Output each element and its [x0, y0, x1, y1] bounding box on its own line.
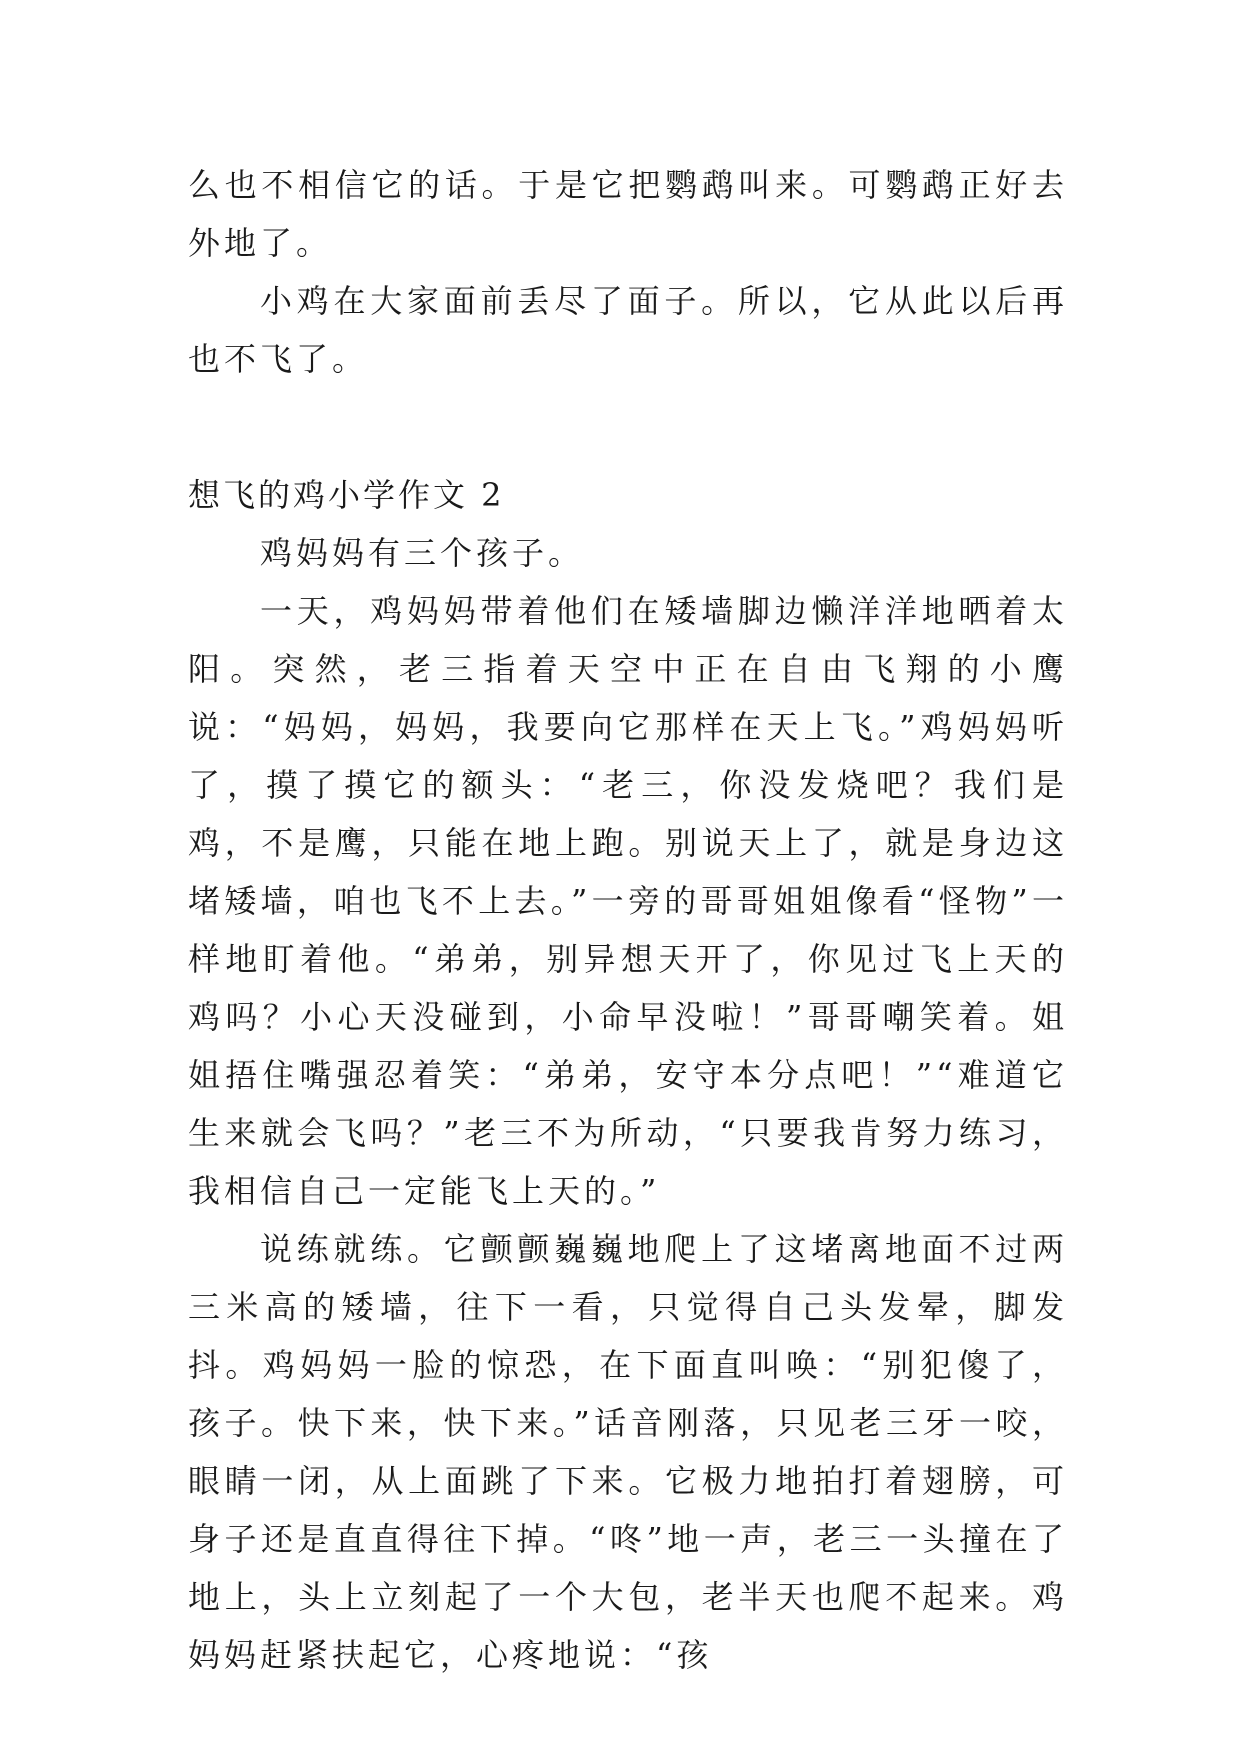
paragraph: 么也不相信它的话。于是它把鹦鹉叫来。可鹦鹉正好去外地了。	[188, 166, 1068, 262]
document-body	[188, 156, 1068, 1684]
paragraph: 说练就练。它颤颤巍巍地爬上了这堵离地面不过两三米高的矮墙，往下一看，只觉得自己头发晕，脚发抖。鸡妈妈一脸的惊恐，在下面直叫唤：“别犯傻了，孩子。快下来，快下来。”话音刚落，只见老三牙一咬，眼睛一闭，从上面跳了下来。它极力地拍打着翅膀，可身子还是直直得往下掉。“咚”地一声，老三一头撞在了地上，头上立刻起了一个大包，老半天也爬不起来。鸡妈妈赶紧扶起它，心疼地说：“孩	[188, 1230, 1068, 1674]
paragraph: 一天，鸡妈妈带着他们在矮墙脚边懒洋洋地晒着太阳。突然，老三指着天空中正在自由飞翔的小鹰说：“妈妈，妈妈，我要向它那样在天上飞。”鸡妈妈听了，摸了摸它的额头：“老三，你没发烧吧？我们是鸡，不是鹰，只能在地上跑。别说天上了，就是身边这堵矮墙，咱也飞不上去。”一旁的哥哥姐姐像看“怪物”一样地盯着他。“弟弟，别异想天开了，你见过飞上天的鸡吗？小心天没碰到，小命早没啦！”哥哥嘲笑着。姐姐捂住嘴强忍着笑：“弟弟，安守本分点吧！”“难道它生来就会飞吗？”老三不为所动，“只要我肯努力练习，我相信自己一定能飞上天的。”	[188, 592, 1068, 1210]
section-heading: 想飞的鸡小学作文 2	[188, 476, 505, 514]
paragraph: 小鸡在大家面前丢尽了面子。所以，它从此以后再也不飞了。	[188, 282, 1068, 378]
paragraph: 鸡妈妈有三个孩子。	[260, 534, 585, 572]
